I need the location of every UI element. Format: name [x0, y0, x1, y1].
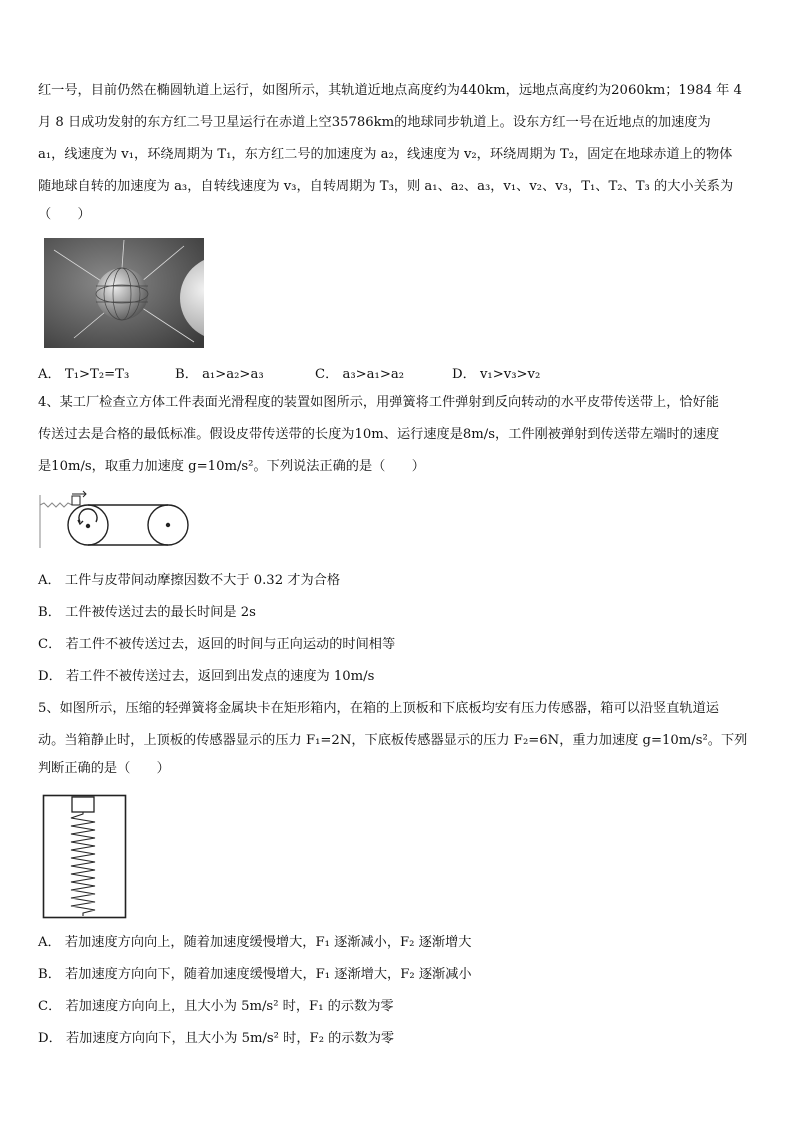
q4-option-b[interactable]: B． 工件被传送过去的最长时间是 2s — [38, 605, 256, 620]
q4-option-d[interactable]: D． 若工件不被传送过去，返回到出发点的速度为 10m/s — [38, 669, 375, 684]
q3-line-1: 红一号，目前仍然在椭圆轨道上运行，如图所示，其轨道近地点高度约为440km，远地点高度约为2060km；1984 年 4 — [38, 83, 742, 98]
q3-line-5: （ ） — [38, 207, 91, 222]
q4-option-c[interactable]: C． 若工件不被传送过去，返回的时间与正向运动的时间相等 — [38, 637, 396, 652]
q4-option-a[interactable]: A． 工件与皮带间动摩擦因数不大于 0.32 才为合格 — [38, 573, 341, 588]
q3-option-a[interactable]: A． T₁>T₂=T₃ — [38, 367, 130, 382]
q3-option-d[interactable]: D． v₁>v₃>v₂ — [452, 367, 541, 382]
q4-line-3: 是10m/s，取重力加速度 g=10m/s²。下列说法正确的是（ ） — [38, 459, 425, 474]
q3-line-3: a₁，线速度为 v₁，环绕周期为 T₁，东方红二号的加速度为 a₂，线速度为 v₂，环绕周期为 T₂，固定在地球赤道上的物体 — [38, 147, 733, 162]
q4-line-1: 4、某工厂检查立方体工件表面光滑程度的装置如图所示，用弹簧将工件弹射到反向转动的水平皮带传送带上，恰好能 — [38, 395, 719, 410]
q5-line-2: 动。当箱静止时，上顶板的传感器显示的压力 F₁=2N，下底板传感器显示的压力 F₂=6N，重力加速度 g=10m/s²。下列 — [38, 733, 748, 748]
q3-option-c[interactable]: C． a₃>a₁>a₂ — [315, 367, 405, 382]
q3-line-4: 随地球自转的加速度为 a₃，自转线速度为 v₃，自转周期为 T₃，则 a₁、a₂、a₃，v₁、v₂、v₃，T₁、T₂、T₃ 的大小关系为 — [38, 179, 734, 194]
q5-line-1: 5、如图所示，压缩的轻弹簧将金属块卡在矩形箱内，在箱的上顶板和下底板均安有压力传感器，箱可以沿竖直轨道运 — [38, 701, 719, 716]
q3-option-b[interactable]: B． a₁>a₂>a₃ — [175, 367, 264, 382]
q5-option-c[interactable]: C． 若加速度方向向上，且大小为 5m/s² 时，F₁ 的示数为零 — [38, 999, 394, 1014]
conveyor-diagram — [38, 490, 198, 550]
q4-line-2: 传送过去是合格的最低标准。假设皮带传送带的长度为10m、运行速度是8m/s，工件刚被弹射到传送带左端时的速度 — [38, 427, 720, 442]
q5-option-a[interactable]: A． 若加速度方向向上，随着加速度缓慢增大，F₁ 逐渐减小，F₂ 逐渐增大 — [38, 935, 472, 950]
q3-line-2: 月 8 日成功发射的东方红二号卫星运行在赤道上空35786km的地球同步轨道上。设东方红一号在近地点的加速度为 — [38, 115, 711, 130]
q5-line-3: 判断正确的是（ ） — [38, 761, 170, 776]
q5-option-b[interactable]: B． 若加速度方向向下，随着加速度缓慢增大，F₁ 逐渐增大，F₂ 逐渐减小 — [38, 967, 472, 982]
spring-box-diagram — [42, 794, 128, 920]
satellite-photo — [44, 238, 204, 348]
q5-option-d[interactable]: D． 若加速度方向向下，且大小为 5m/s² 时，F₂ 的示数为零 — [38, 1031, 395, 1046]
